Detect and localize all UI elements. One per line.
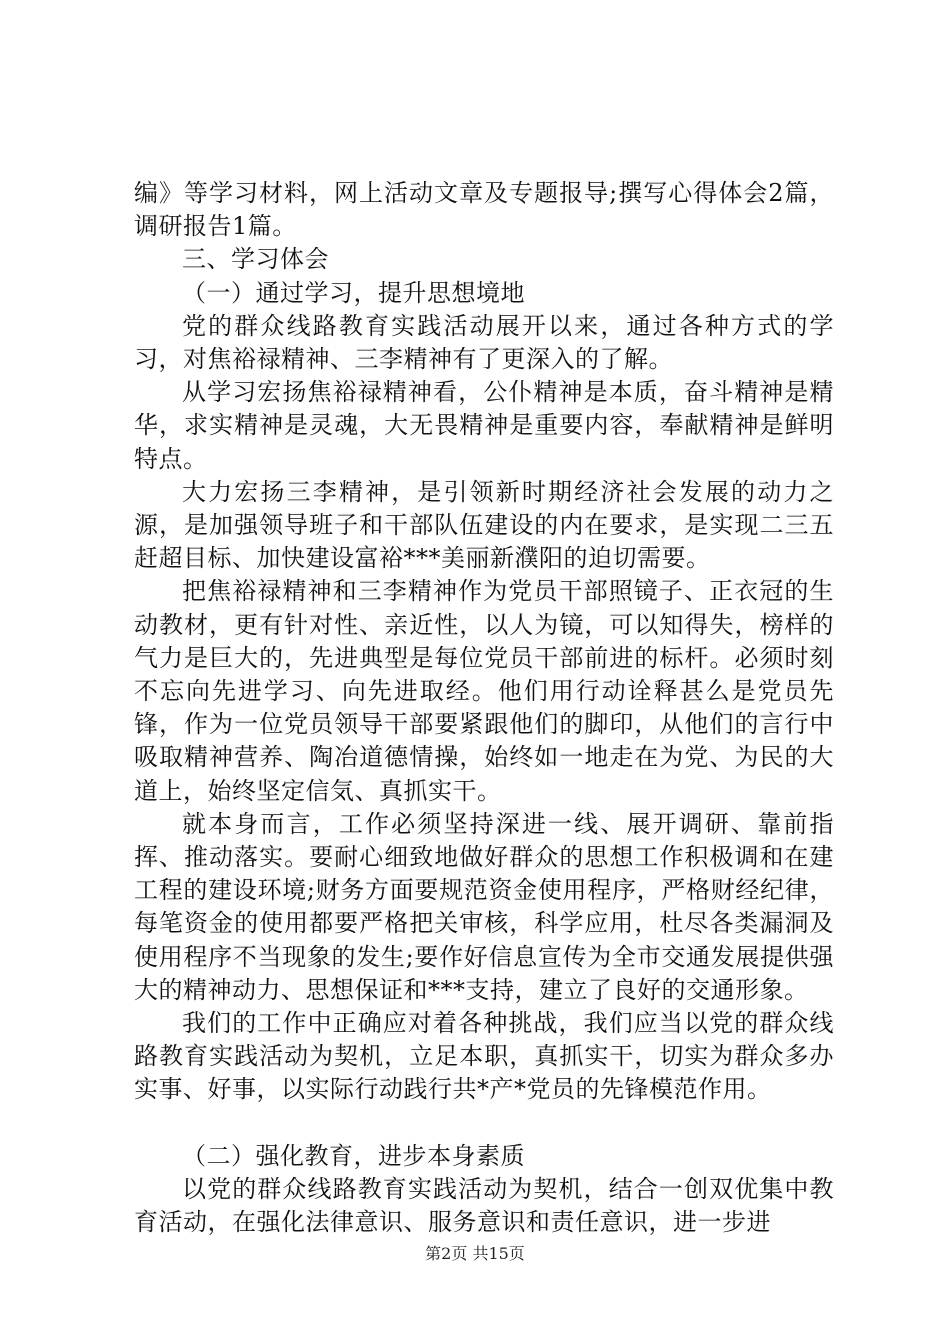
subsection-heading-2: （二）强化教育，进步本身素质: [182, 1141, 525, 1170]
section-heading-3: 三、学习体会: [182, 245, 329, 274]
paragraph-spacer: [134, 1107, 834, 1140]
paragraph: 党的群众线路教育实践活动展开以来，通过各种方式的学习，对焦裕禄精神、三李精神有了更深入的了解。: [134, 311, 834, 374]
paragraph: 大力宏扬三李精神，是引领新时期经济社会发展的动力之源，是加强领导班子和干部队伍建设的内在要求，是实现二三五赶超目标、加快建设富裕***美丽新濮阳的迫切需要。: [134, 477, 834, 573]
document-body: [134, 177, 834, 1239]
subsection-heading-1: （一）通过学习，提升思想境地: [182, 278, 525, 307]
paragraph-continuation: 编》等学习材料，网上活动文章及专题报导;撰写心得体会2篇，调研报告1篇。: [134, 179, 834, 241]
page-number-footer: 第2页 共15页: [425, 1244, 525, 1263]
paragraph: 以党的群众线路教育实践活动为契机，结合一创双优集中教育活动，在强化法律意识、服务意识和责任意识，进一步进: [134, 1174, 834, 1237]
paragraph: 我们的工作中正确应对着各种挑战，我们应当以党的群众线路教育实践活动为契机，立足本职，真抓实干，切实为群众多办实事、好事，以实际行动践行共*产*党员的先锋模范作用。: [134, 1009, 834, 1104]
paragraph: 从学习宏扬焦裕禄精神看，公仆精神是本质，奋斗精神是精华，求实精神是灵魂，大无畏精神是重要内容，奉献精神是鲜明特点。: [134, 378, 834, 473]
paragraph: 就本身而言，工作必须坚持深进一线、展开调研、靠前指挥、推动落实。要耐心细致地做好群众的思想工作积极调和在建工程的建设环境;财务方面要规范资金使用程序，严格财经纪律，每笔资金的使用都要严格把关审核，科学应用，杜尽各类漏洞及使用程序不当现象的发生;要作好信息宣传为全市交通发展提供强大的精神动力、思想保证和***支持，建立了良好的交通形象。: [134, 809, 834, 1004]
paragraph: 把焦裕禄精神和三李精神作为党员干部照镜子、正衣冠的生动教材，更有针对性、亲近性，以人为镜，可以知得失，榜样的气力是巨大的，先进典型是每位党员干部前进的标杆。必须时刻不忘向先进学习、向先进取经。他们用行动诠释甚么是党员先锋，作为一位党员领导干部要紧跟他们的脚印，从他们的言行中吸取精神营养、陶冶道德情操，始终如一地走在为党、为民的大道上，始终坚定信気、真抓实干。: [134, 577, 834, 805]
